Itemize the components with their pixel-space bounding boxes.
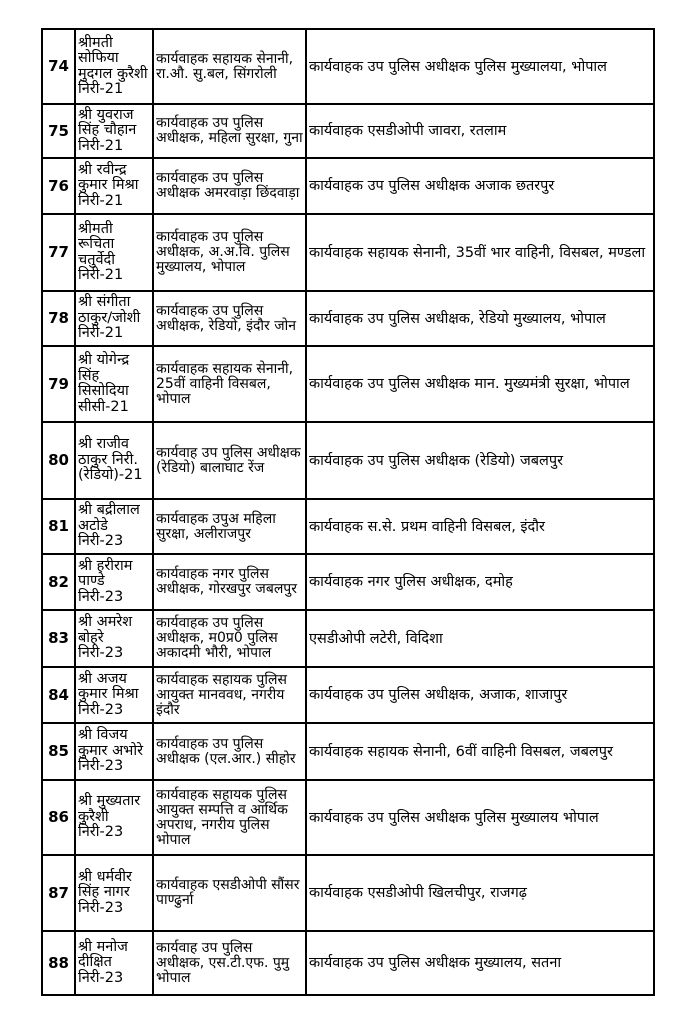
new-posting: कार्यवाहक उप पुलिस अधीक्षक मान. मुख्यमंत्री सुरक्षा, भोपाल <box>306 346 654 422</box>
serial-number: 77 <box>42 214 75 291</box>
current-posting: कार्यवाहक उप पुलिस अधीक्षक, अ.अ.वि. पुलिस मुख्यालय, भोपाल <box>153 214 306 291</box>
new-posting: एसडीओपी लटेरी, विदिशा <box>306 610 654 667</box>
officer-name: श्री हरीराम पाण्डे निरी-23 <box>75 554 153 610</box>
serial-number: 75 <box>42 104 75 158</box>
officer-name: श्रीमती रूचिता चतुर्वेदी निरी-21 <box>75 214 153 291</box>
current-posting: कार्यवाह उप पुलिस अधीक्षक, एस.टी.एफ. पुमु भोपाल <box>153 931 306 995</box>
new-posting: कार्यवाहक उप पुलिस अधीक्षक पुलिस मुख्यालया, भोपाल <box>306 29 654 104</box>
officer-name: श्री रवीन्द्र कुमार मिश्रा निरी-21 <box>75 158 153 214</box>
serial-number: 87 <box>42 855 75 931</box>
current-posting: कार्यवाह उप पुलिस अधीक्षक (रेडियो) बालाघाट रेंज <box>153 422 306 499</box>
table-row <box>42 499 654 554</box>
new-posting: कार्यवाहक स.से. प्रथम वाहिनी विसबल, इंदौर <box>306 499 654 554</box>
new-posting: कार्यवाहक एसडीओपी जावरा, रतलाम <box>306 104 654 158</box>
table-row <box>42 610 654 667</box>
new-posting: कार्यवाहक उप पुलिस अधीक्षक, रेडियो मुख्यालय, भोपाल <box>306 291 654 346</box>
new-posting: कार्यवाहक उप पुलिस अधीक्षक, अजाक, शाजापुर <box>306 667 654 723</box>
serial-number: 80 <box>42 422 75 499</box>
serial-number: 82 <box>42 554 75 610</box>
serial-number: 79 <box>42 346 75 422</box>
table-row <box>42 667 654 723</box>
serial-number: 88 <box>42 931 75 995</box>
new-posting: कार्यवाहक सहायक सेनानी, 6वीं वाहिनी विसबल, जबलपुर <box>306 723 654 780</box>
table-row <box>42 291 654 346</box>
serial-number: 86 <box>42 780 75 855</box>
transfer-table <box>41 28 655 996</box>
current-posting: कार्यवाहक सहायक सेनानी, रा.औ. सु.बल, सिंगरोली <box>153 29 306 104</box>
officer-name: श्री युवराज सिंह चौहान निरी-21 <box>75 104 153 158</box>
table-row <box>42 780 654 855</box>
current-posting: कार्यवाहक उप पुलिस अधीक्षक, म0प्र0 पुलिस अकादमी भौरी, भोपाल <box>153 610 306 667</box>
serial-number: 76 <box>42 158 75 214</box>
serial-number: 74 <box>42 29 75 104</box>
table-row <box>42 29 654 104</box>
table-row <box>42 931 654 995</box>
serial-number: 78 <box>42 291 75 346</box>
officer-name: श्री संगीता ठाकुर/जोशी निरी-21 <box>75 291 153 346</box>
serial-number: 84 <box>42 667 75 723</box>
current-posting: कार्यवाहक उप पुलिस अधीक्षक अमरवाड़ा छिंदवाड़ा <box>153 158 306 214</box>
new-posting: कार्यवाहक उप पुलिस अधीक्षक पुलिस मुख्यालय भोपाल <box>306 780 654 855</box>
serial-number: 85 <box>42 723 75 780</box>
current-posting: कार्यवाहक उपुअ महिला सुरक्षा, अलीराजपुर <box>153 499 306 554</box>
new-posting: कार्यवाहक उप पुलिस अधीक्षक मुख्यालय, सतना <box>306 931 654 995</box>
officer-name: श्री विजय कुमार अभोरे निरी-23 <box>75 723 153 780</box>
table-row <box>42 346 654 422</box>
officer-name: श्री धर्मवीर सिंह नागर निरी-23 <box>75 855 153 931</box>
new-posting: कार्यवाहक उप पुलिस अधीक्षक अजाक छतरपुर <box>306 158 654 214</box>
current-posting: कार्यवाहक सहायक पुलिस आयुक्त सम्पत्ति व आर्थिक अपराध, नगरीय पुलिस भोपाल <box>153 780 306 855</box>
current-posting: कार्यवाहक सहायक पुलिस आयुक्त मानववध, नगरीय इंदौर <box>153 667 306 723</box>
new-posting: कार्यवाहक नगर पुलिस अधीक्षक, दमोह <box>306 554 654 610</box>
officer-name: श्री मुख्यतार कुरैशी निरी-23 <box>75 780 153 855</box>
officer-name: श्री अमरेश बोहरे निरी-23 <box>75 610 153 667</box>
current-posting: कार्यवाहक नगर पुलिस अधीक्षक, गोरखपुर जबलपुर <box>153 554 306 610</box>
officer-name: श्री राजीव ठाकुर निरी. (रेडियो)-21 <box>75 422 153 499</box>
new-posting: कार्यवाहक सहायक सेनानी, 35वीं भार वाहिनी, विसबल, मण्डला <box>306 214 654 291</box>
current-posting: कार्यवाहक सहायक सेनानी, 25वीं वाहिनी विसबल, भोपाल <box>153 346 306 422</box>
new-posting: कार्यवाहक उप पुलिस अधीक्षक (रेडियो) जबलपुर <box>306 422 654 499</box>
officer-name: श्री अजय कुमार मिश्रा निरी-23 <box>75 667 153 723</box>
officer-name: श्री योगेन्द्र सिंह सिसोदिया सीसी-21 <box>75 346 153 422</box>
table-row <box>42 723 654 780</box>
table-row <box>42 855 654 931</box>
table-row <box>42 104 654 158</box>
table-row <box>42 422 654 499</box>
officer-name: श्री बद्रीलाल अटोडे निरी-23 <box>75 499 153 554</box>
current-posting: कार्यवाहक उप पुलिस अधीक्षक (एल.आर.) सीहोर <box>153 723 306 780</box>
table-row <box>42 214 654 291</box>
current-posting: कार्यवाहक उप पुलिस अधीक्षक, रेडियो, इंदौर जोन <box>153 291 306 346</box>
serial-number: 83 <box>42 610 75 667</box>
officer-name: श्री मनोज दीक्षित निरी-23 <box>75 931 153 995</box>
current-posting: कार्यवाहक उप पुलिस अधीक्षक, महिला सुरक्षा, गुना <box>153 104 306 158</box>
table-row <box>42 158 654 214</box>
table-row <box>42 554 654 610</box>
new-posting: कार्यवाहक एसडीओपी खिलचीपुर, राजगढ़ <box>306 855 654 931</box>
officer-name: श्रीमती सोफिया मुदगल कुरैशी निरी-21 <box>75 29 153 104</box>
current-posting: कार्यवाहक एसडीओपी सौंसर पाण्ढुर्ना <box>153 855 306 931</box>
serial-number: 81 <box>42 499 75 554</box>
